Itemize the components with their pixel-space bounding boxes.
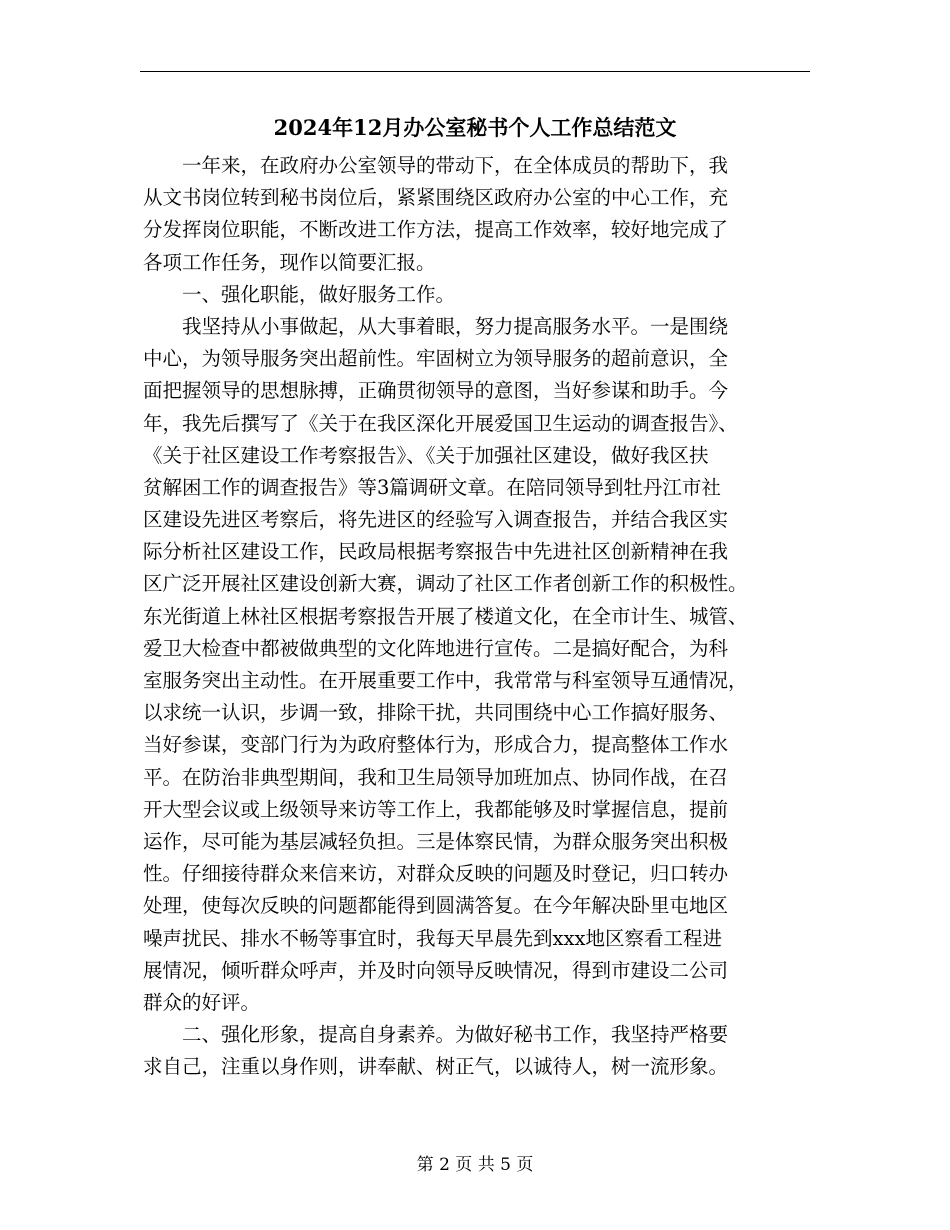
body-line: 开大型会议或上级领导来访等工作上，我都能够及时掌握信息，提前	[143, 797, 729, 821]
body-line: 平。在防治非典型期间，我和卫生局领导加班加点、协同作战，在召	[143, 765, 729, 789]
section-heading-1: 一、强化职能，做好服务工作。	[143, 282, 456, 306]
body-line: 年，我先后撰写了《关于在我区深化开展爱国卫生运动的调查报告》、	[143, 411, 738, 435]
body-line: 面把握领导的思想脉搏，正确贯彻领导的意图，当好参谋和助手。今	[143, 379, 729, 403]
document-body	[143, 150, 823, 1083]
body-line: 一年来，在政府办公室领导的带动下，在全体成员的帮助下，我	[143, 154, 729, 177]
body-line: 运作，尽可能为基层减轻负担。三是体察民情，为群众服务突出积极	[143, 829, 729, 853]
body-line: 当好参谋，变部门行为为政府整体行为，形成合力，提高整体工作水	[143, 733, 729, 757]
section-heading-2: 二、强化形象，提高自身素养。为做好秘书工作，我坚持严格要	[143, 1023, 729, 1047]
body-line: 室服务突出主动性。在开展重要工作中，我常常与科室领导互通情况，	[143, 669, 748, 692]
body-line: 求自己，注重以身作则，讲奉献、树正气，以诚待人，树一流形象。	[143, 1055, 729, 1079]
body-line: 区建设先进区考察后，将先进区的经验写入调查报告，并结合我区实	[143, 508, 729, 532]
body-line: 际分析社区建设工作，民政局根据考察报告中先进社区创新精神在我	[143, 540, 729, 564]
body-line: 《关于社区建设工作考察报告》、《关于加强社区建设，做好我区扶	[143, 443, 709, 467]
body-line: 展情况，倾听群众呼声，并及时向领导反映情况，得到市建设二公司	[143, 958, 729, 982]
page-number-footer: 第 2 页 共 5 页	[416, 1155, 534, 1175]
document-title: 2024年12月办公室秘书个人工作总结范文	[273, 115, 677, 140]
body-line: 从文书岗位转到秘书岗位后，紧紧围绕区政府办公室的中心工作，充	[143, 186, 729, 210]
body-line: 区广泛开展社区建设创新大赛，调动了社区工作者创新工作的积极性。	[143, 572, 748, 596]
body-line: 爱卫大检查中都被做典型的文化阵地进行宣传。二是搞好配合，为科	[143, 636, 729, 660]
body-line: 东光街道上林社区根据考察报告开展了楼道文化，在全市计生、城管、	[143, 604, 748, 628]
body-line: 性。仔细接待群众来信来访，对群众反映的问题及时登记，归口转办	[143, 862, 729, 886]
body-line: 处理，使每次反映的问题都能得到圆满答复。在今年解决卧里屯地区	[143, 894, 729, 918]
body-line: 群众的好评。	[143, 990, 261, 1014]
body-line: 我坚持从小事做起，从大事着眼，努力提高服务水平。一是围绕	[143, 314, 729, 338]
body-line: 以求统一认识，步调一致，排除干扰，共同围绕中心工作搞好服务、	[143, 701, 729, 725]
body-line: 贫解困工作的调查报告》等3篇调研文章。在陪同领导到牡丹江市社	[143, 475, 721, 499]
body-line: 噪声扰民、排水不畅等事宜时，我每天早晨先到xxx地区察看工程进	[143, 926, 722, 950]
body-line: 各项工作任务，现作以简要汇报。	[143, 250, 436, 274]
body-line: 中心，为领导服务突出超前性。牢固树立为领导服务的超前意识，全	[143, 347, 729, 371]
body-line: 分发挥岗位职能，不断改进工作方法，提高工作效率，较好地完成了	[143, 218, 729, 242]
header-rule	[140, 71, 810, 72]
